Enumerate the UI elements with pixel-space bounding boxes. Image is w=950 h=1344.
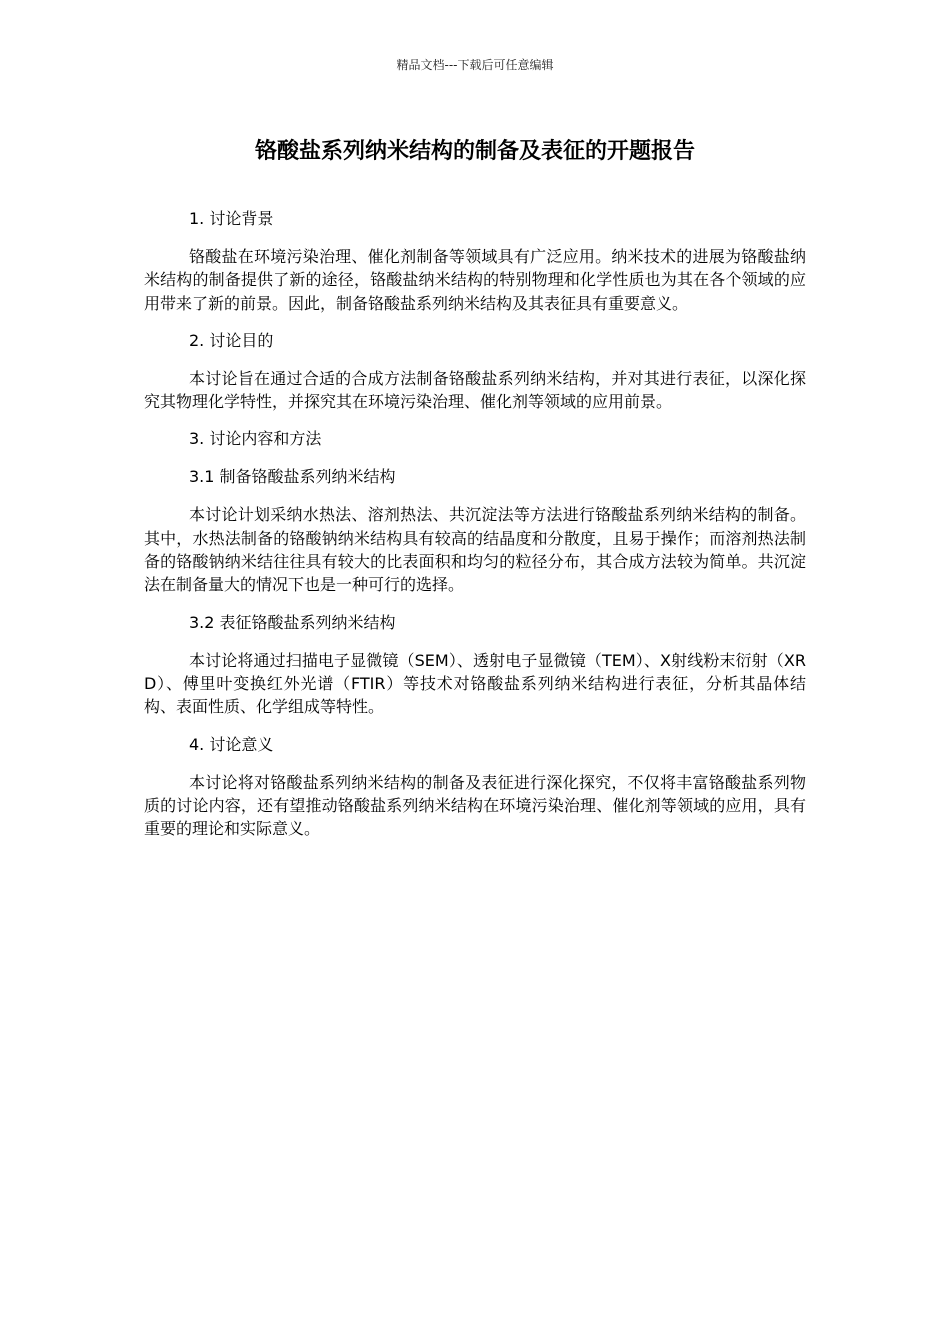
section-paragraph-background: 铬酸盐在环境污染治理、催化剂制备等领域具有广泛应用。纳米技术的进展为铬酸盐纳米结构的制备提供了新的途径，铬酸盐纳米结构的特别物理和化学性质也为其在各个领域的应用带来了新的前景。因此，制备铬酸盐系列纳米结构及其表征具有重要意义。 xyxy=(144,247,806,313)
section-heading-purpose: 2. 讨论目的 xyxy=(189,330,274,350)
section-paragraph-preparation: 本讨论计划采纳水热法、溶剂热法、共沉淀法等方法进行铬酸盐系列纳米结构的制备。其中，水热法制备的铬酸钠纳米结构具有较高的结晶度和分散度，且易于操作；而溶剂热法制备的铬酸钠纳米结往往具有较大的比表面积和均匀的粒径分布，其合成方法较为简单。共沉淀法在制备量大的情况下也是一种可行的选择。 xyxy=(144,505,806,595)
section-heading-content-methods: 3. 讨论内容和方法 xyxy=(189,429,322,449)
header-note: 精品文档---下载后可任意编辑 xyxy=(396,58,554,72)
section-heading-significance: 4. 讨论意义 xyxy=(189,734,274,754)
section-heading-background: 1. 讨论背景 xyxy=(189,209,274,228)
section-paragraph-significance: 本讨论将对铬酸盐系列纳米结构的制备及表征进行深化探究，不仅将丰富铬酸盐系列物质的讨论内容，还有望推动铬酸盐系列纳米结构在环境污染治理、催化剂等领域的应用，具有重要的理论和实际意义。 xyxy=(144,772,806,839)
section-heading-characterization: 3.2 表征铬酸盐系列纳米结构 xyxy=(189,612,396,632)
section-paragraph-purpose: 本讨论旨在通过合适的合成方法制备铬酸盐系列纳米结构，并对其进行表征，以深化探究其物理化学特性，并探究其在环境污染治理、催化剂等领域的应用前景。 xyxy=(144,368,806,412)
section-heading-preparation: 3.1 制备铬酸盐系列纳米结构 xyxy=(189,467,396,487)
document-body xyxy=(144,207,806,854)
section-paragraph-characterization: 本讨论将通过扫描电子显微镜（SEM）、透射电子显微镜（TEM）、X射线粉末衍射（XRD）、傅里叶变换红外光谱（FTIR）等技术对铬酸盐系列纳米结构进行表征，分析其晶体结构、表面性质、化学组成等特性。 xyxy=(144,650,806,717)
document-title: 铬酸盐系列纳米结构的制备及表征的开题报告 xyxy=(254,139,695,164)
